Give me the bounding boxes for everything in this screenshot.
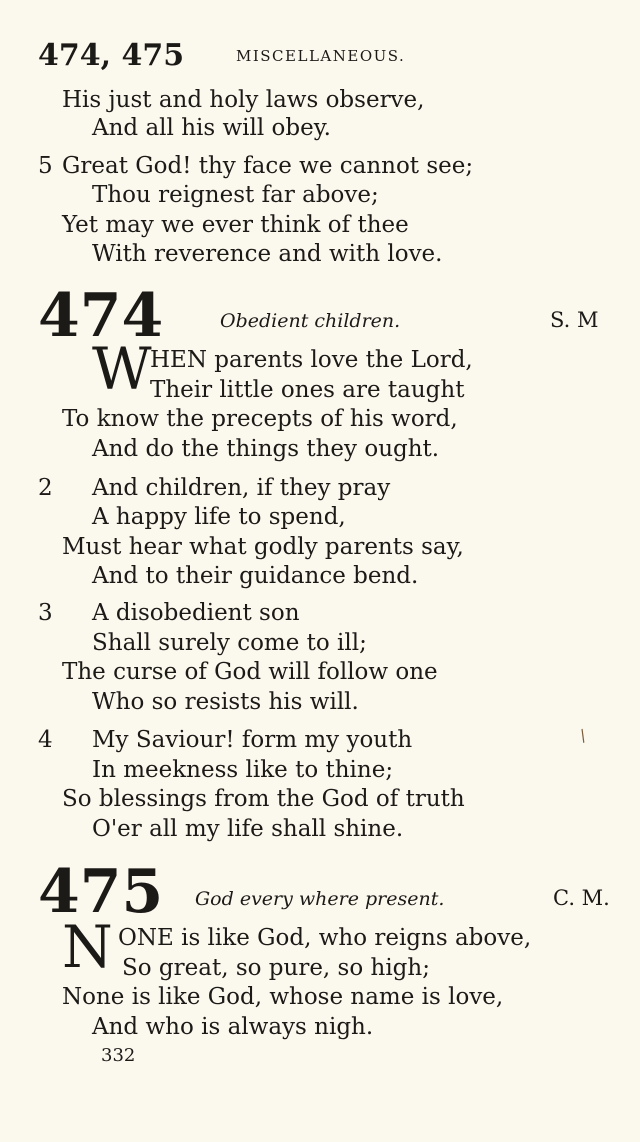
verse-line: Must hear what godly parents say, xyxy=(62,534,464,560)
verse-line: O'er all my life shall shine. xyxy=(92,816,404,842)
hymn-meter: S. M xyxy=(550,308,599,332)
verse-line: And to their guidance bend. xyxy=(92,563,419,589)
verse-line: A happy life to spend, xyxy=(92,504,346,530)
running-header xyxy=(38,38,598,74)
drop-cap: W xyxy=(92,335,152,403)
verse-line: Yet may we ever think of thee xyxy=(62,212,409,238)
verse-line: A disobedient son xyxy=(92,600,300,626)
verse-line: To know the precepts of his word, xyxy=(62,406,458,432)
verse-line: Thou reignest far above; xyxy=(92,182,379,208)
verse-line: Shall surely come to ill; xyxy=(92,630,367,656)
header-hymn-numbers: 474, 475 xyxy=(38,38,185,73)
drop-cap: N xyxy=(62,913,113,981)
verse-line: Who so resists his will. xyxy=(92,689,359,715)
verse-line: So great, so pure, so high; xyxy=(122,955,430,981)
verse-line: HEN parents love the Lord, xyxy=(150,347,473,373)
hymn-number: 474 xyxy=(38,281,164,351)
verse-line: And children, if they pray xyxy=(92,475,391,501)
verse-line: None is like God, whose name is love, xyxy=(62,984,504,1010)
stanza-number: 3 xyxy=(38,600,53,626)
verse-line: The curse of God will follow one xyxy=(62,659,438,685)
verse-line: So blessings from the God of truth xyxy=(62,786,465,812)
stanza-number: 5 xyxy=(38,153,53,179)
stanza-number: 4 xyxy=(38,727,53,753)
verse-line: Their little ones are taught xyxy=(150,377,465,403)
hymn-number: 475 xyxy=(38,857,164,927)
header-section-title: MISCELLANEOUS. xyxy=(236,47,406,65)
hymn-title: Obedient children. xyxy=(220,310,401,332)
hymn-meter: C. M. xyxy=(553,886,610,910)
verse-line: My Saviour! form my youth xyxy=(92,727,413,753)
stanza-number: 2 xyxy=(38,475,53,501)
verse-line: In meekness like to thine; xyxy=(92,757,394,783)
verse-line: And all his will obey. xyxy=(92,115,331,141)
verse-line: Great God! thy face we cannot see; xyxy=(62,153,474,179)
verse-line: And do the things they ought. xyxy=(92,436,440,462)
pencil-mark-icon: / xyxy=(576,725,590,746)
verse-line: ONE is like God, who reigns above, xyxy=(118,925,532,951)
page-number: 332 xyxy=(101,1045,136,1066)
verse-line: With reverence and with love. xyxy=(92,241,443,267)
verse-line: And who is always nigh. xyxy=(92,1014,374,1040)
verse-line: His just and holy laws observe, xyxy=(62,87,425,113)
hymn-title: God every where present. xyxy=(195,888,445,910)
